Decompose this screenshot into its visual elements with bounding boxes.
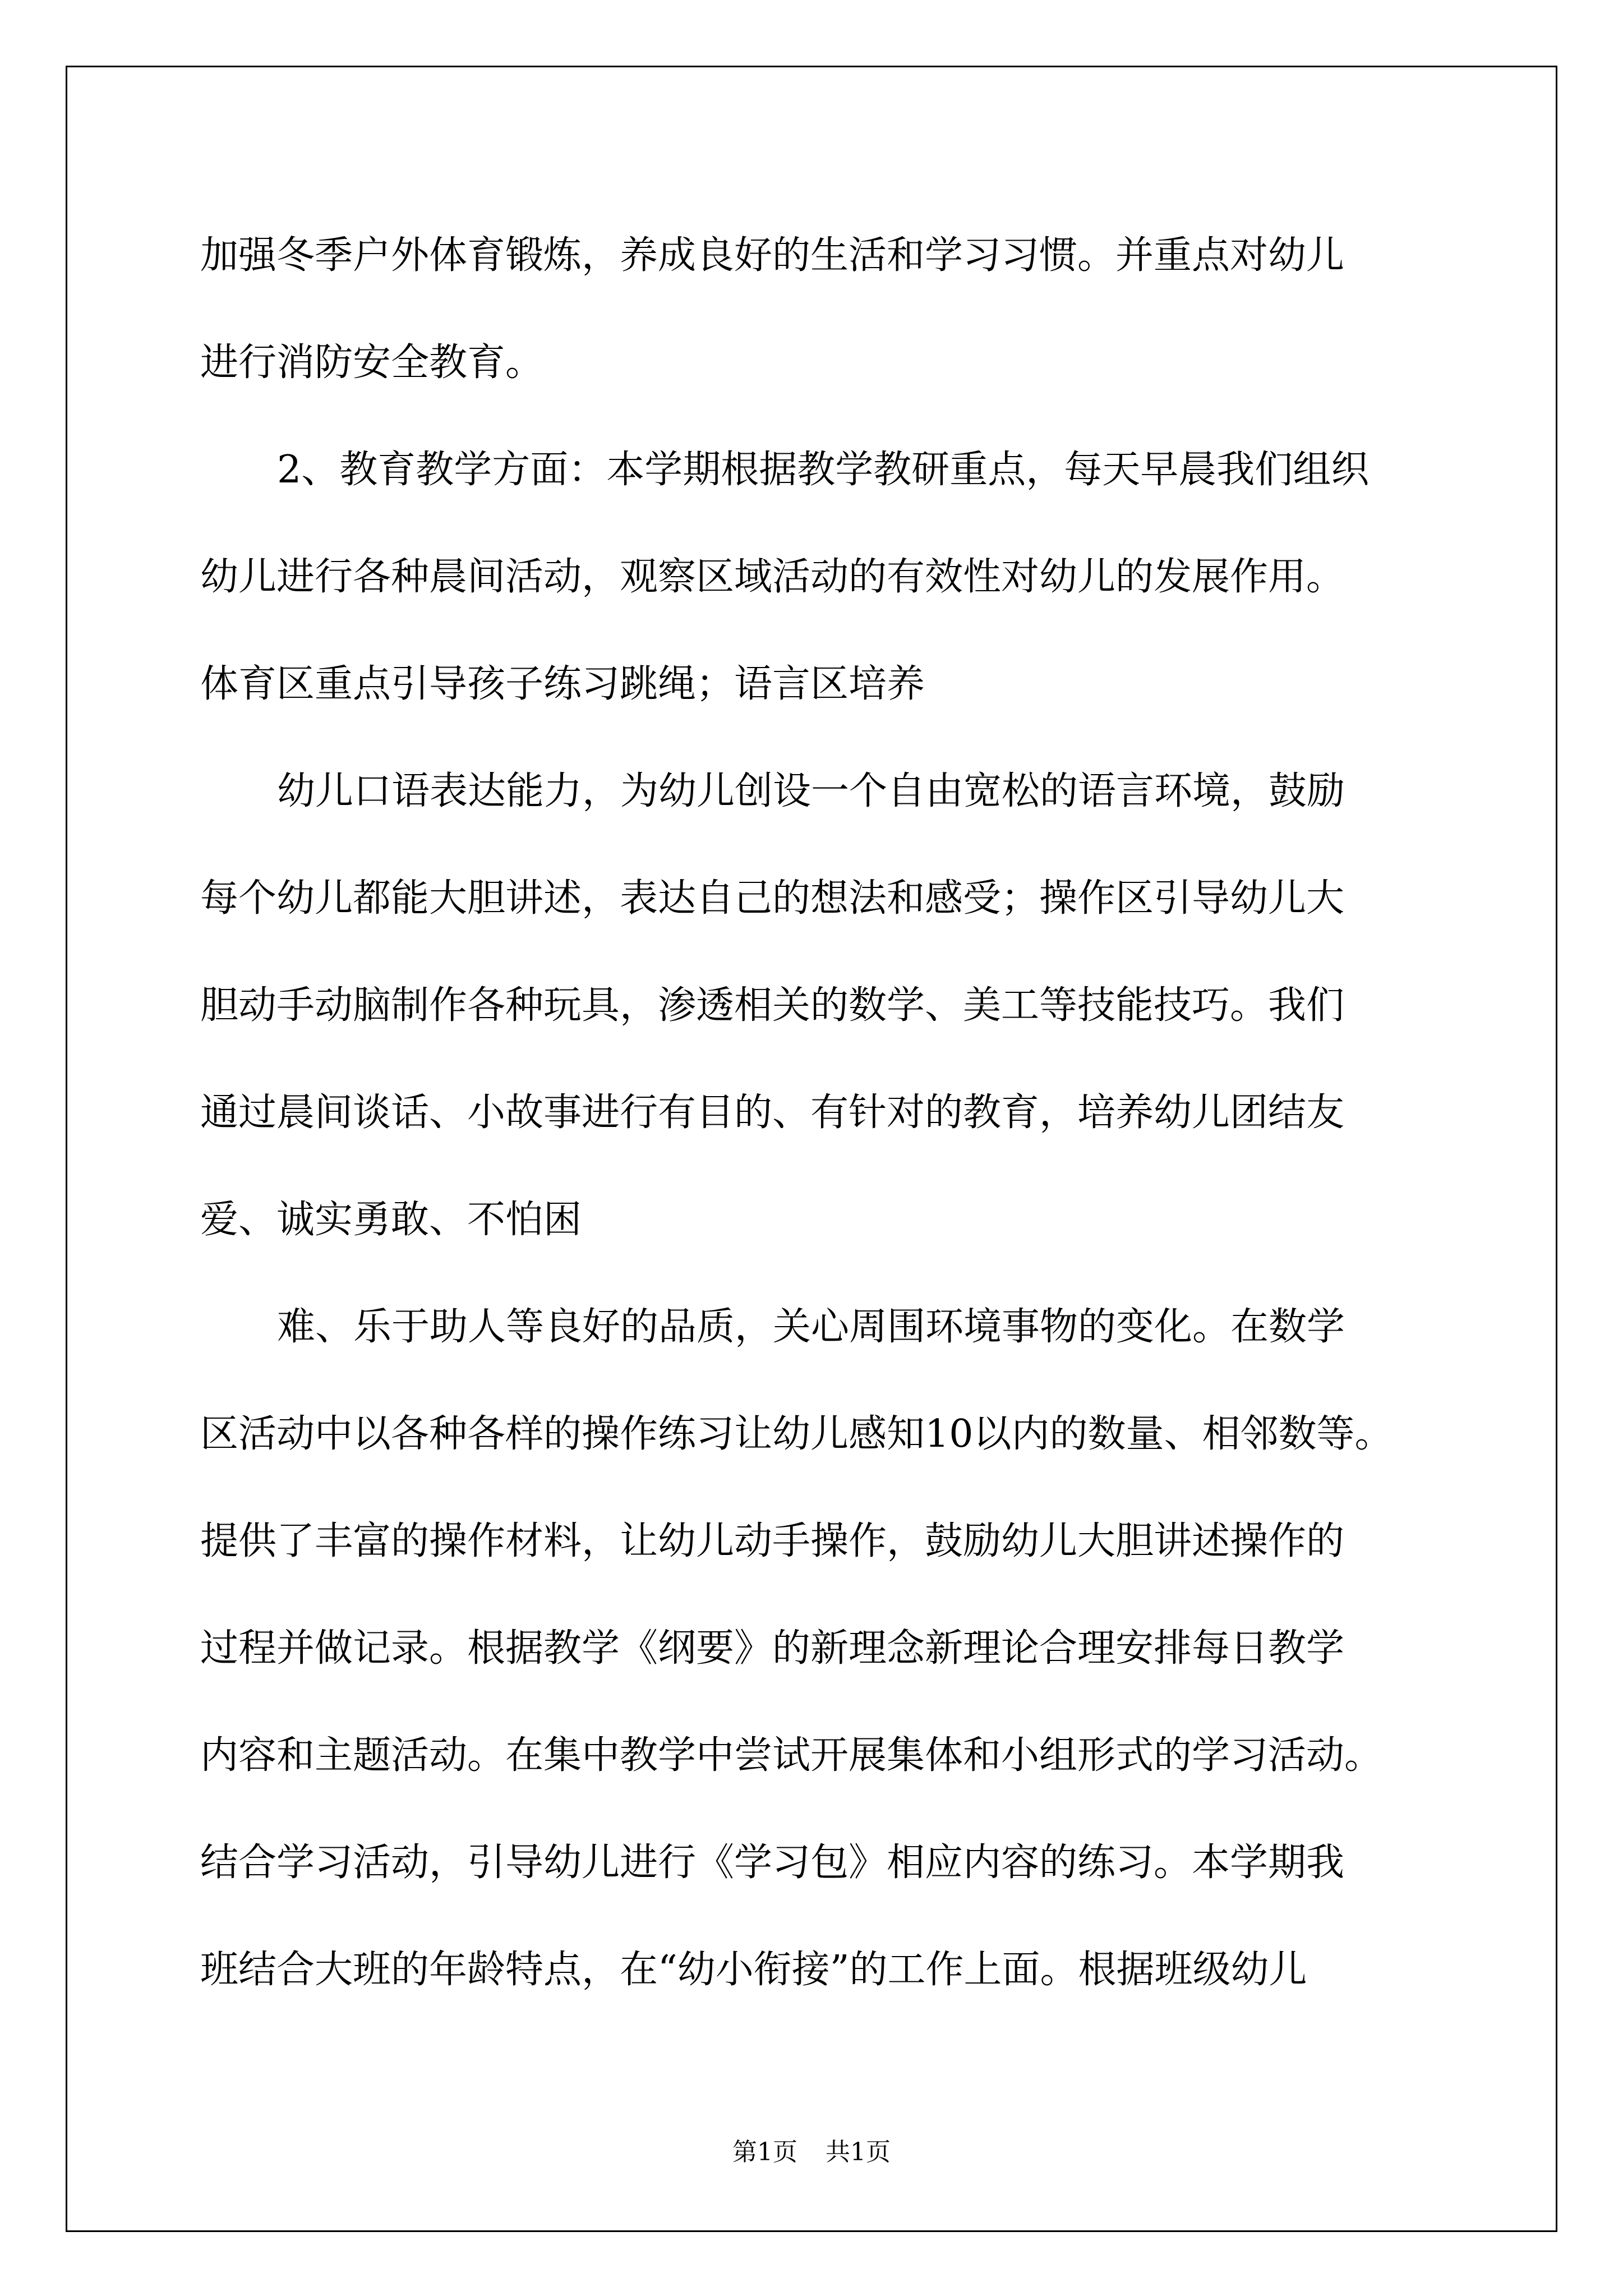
text-line: 加强冬季户外体育锻炼，养成良好的生活和学习习惯。并重点对幼儿 bbox=[200, 233, 1345, 278]
text-line: 进行消防安全教育。 bbox=[200, 341, 544, 385]
text-line: 通过晨间谈话、小故事进行有目的、有针对的教育，培养幼儿团结友 bbox=[200, 1091, 1345, 1135]
page-footer bbox=[0, 2132, 1623, 2168]
page-number: 第1页 bbox=[732, 2138, 797, 2166]
text-line: 过程并做记录。根据教学《纲要》的新理念新理论合理安排每日教学 bbox=[200, 1626, 1345, 1671]
text-line: 提供了丰富的操作材料，让幼儿动手操作，鼓励幼儿大胆讲述操作的 bbox=[200, 1519, 1345, 1563]
page-total: 共1页 bbox=[826, 2138, 891, 2166]
text-line: 班结合大班的年龄特点，在“幼小衔接”的工作上面。根据班级幼儿 bbox=[200, 1948, 1307, 1992]
text-line: 胆动手动脑制作各种玩具，渗透相关的数学、美工等技能技巧。我们 bbox=[200, 983, 1345, 1028]
text-line: 内容和主题活动。在集中教学中尝试开展集体和小组形式的学习活动。 bbox=[200, 1733, 1383, 1778]
text-line: 难、乐于助人等良好的品质，关心周围环境事物的变化。在数学 bbox=[277, 1305, 1345, 1349]
text-line: 幼儿口语表达能力，为幼儿创设一个自由宽松的语言环境，鼓励 bbox=[277, 769, 1345, 813]
text-line: 爱、诚实勇敢、不怕困 bbox=[200, 1198, 582, 1242]
text-line: 体育区重点引导孩子练习跳绳；语言区培养 bbox=[200, 662, 925, 706]
text-line: 区活动中以各种各样的操作练习让幼儿感知10以内的数量、相邻数等。 bbox=[200, 1412, 1393, 1456]
text-line: 每个幼儿都能大胆讲述，表达自己的想法和感受；操作区引导幼儿大 bbox=[200, 876, 1345, 921]
text-line: 2、教育教学方面：本学期根据教学教研重点，每天早晨我们组织 bbox=[277, 448, 1370, 492]
text-line: 结合学习活动，引导幼儿进行《学习包》相应内容的练习。本学期我 bbox=[200, 1841, 1345, 1885]
text-line: 幼儿进行各种晨间活动，观察区域活动的有效性对幼儿的发展作用。 bbox=[200, 555, 1345, 599]
document-body bbox=[200, 202, 1437, 2023]
